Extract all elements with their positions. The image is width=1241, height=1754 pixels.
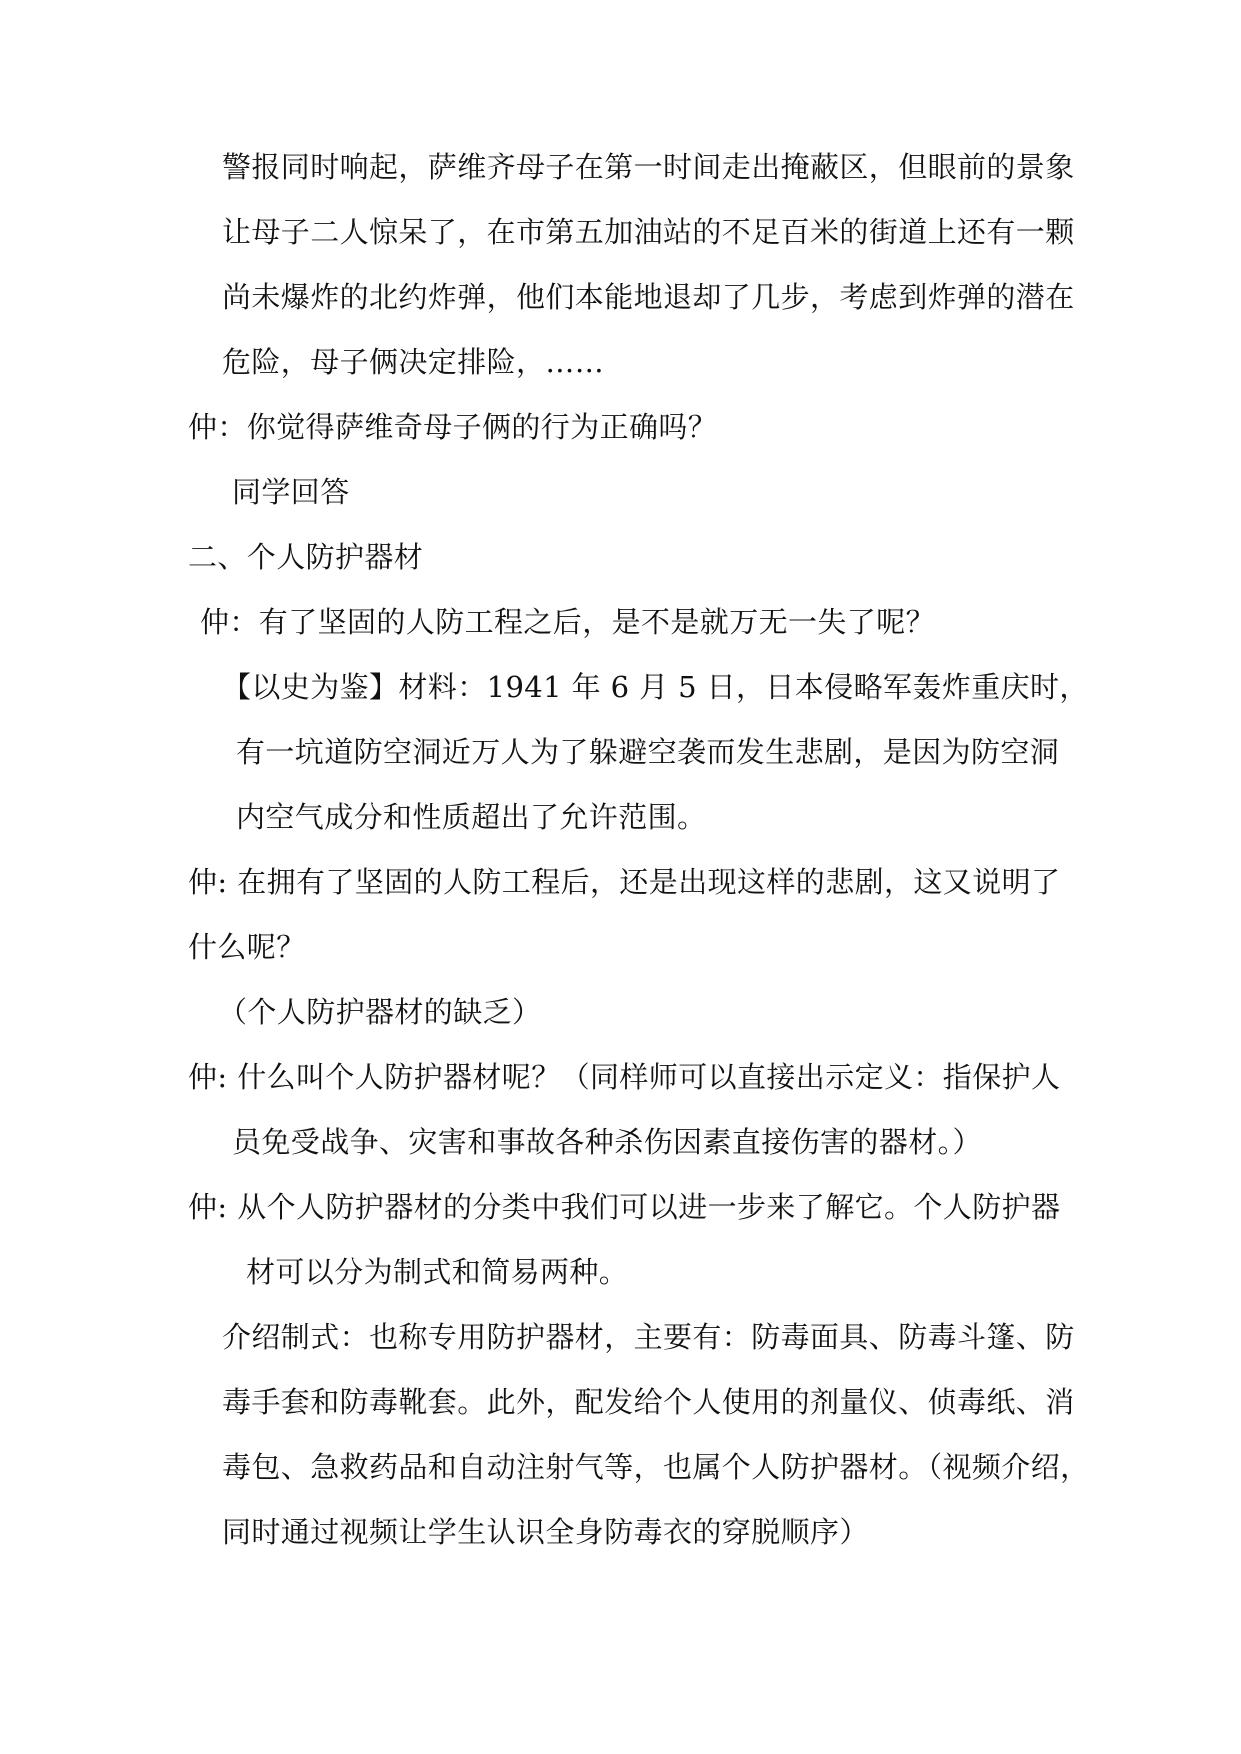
history-material-line-2: 有一坑道防空洞近万人为了躲避空袭而发生悲剧，是因为防空洞 bbox=[236, 735, 1060, 769]
section-heading: 二、个人防护器材 bbox=[188, 540, 424, 574]
question-line-3: 仲: 在拥有了坚固的人防工程后，还是出现这样的悲剧，这又说明了 bbox=[188, 865, 1061, 899]
intro-line-4: 同时通过视频让学生认识全身防毒衣的穿脱顺序） bbox=[222, 1515, 869, 1549]
question-line-3-continued: 什么呢？ bbox=[188, 930, 306, 964]
paragraph-line-4: 危险，母子俩决定排险，…… bbox=[222, 345, 605, 379]
intro-line-3: 毒包、急救药品和自动注射气等，也属个人防护器材。（视频介绍， bbox=[222, 1450, 1090, 1484]
history-material-line-3: 内空气成分和性质超出了允许范围。 bbox=[236, 800, 707, 834]
history-material-line-1: 【以史为鉴】材料：1941 年 6 月 5 日，日本侵略军轰炸重庆时， bbox=[222, 670, 1089, 704]
question-line-5: 仲: 从个人防护器材的分类中我们可以进一步来了解它。个人防护器 bbox=[188, 1190, 1061, 1224]
question-line-2: 仲：有了坚固的人防工程之后，是不是就万无一失了呢？ bbox=[200, 605, 936, 639]
question-line-1: 仲：你觉得萨维奇母子俩的行为正确吗？ bbox=[188, 410, 718, 444]
intro-line-2: 毒手套和防毒靴套。此外，配发给个人使用的剂量仪、侦毒纸、消 bbox=[222, 1385, 1075, 1419]
paragraph-line-1: 警报同时响起，萨维齐母子在第一时间走出掩蔽区，但眼前的景象 bbox=[222, 150, 1075, 184]
paragraph-line-2: 让母子二人惊呆了，在市第五加油站的不足百米的街道上还有一颗 bbox=[222, 215, 1075, 249]
question-line-4-continued: 员免受战争、灾害和事故各种杀伤因素直接伤害的器材。） bbox=[232, 1125, 982, 1159]
answer-note-line: （个人防护器材的缺乏） bbox=[218, 995, 542, 1029]
question-line-4: 仲: 什么叫个人防护器材呢？（同样师可以直接出示定义：指保护人 bbox=[188, 1060, 1061, 1094]
paragraph-line-3: 尚未爆炸的北约炸弹，他们本能地退却了几步，考虑到炸弹的潜在 bbox=[222, 280, 1075, 314]
intro-line-1: 介绍制式：也称专用防护器材，主要有：防毒面具、防毒斗篷、防 bbox=[222, 1320, 1075, 1354]
student-answer-line: 同学回答 bbox=[232, 475, 350, 509]
question-line-5-continued: 材可以分为制式和简易两种。 bbox=[246, 1255, 629, 1289]
